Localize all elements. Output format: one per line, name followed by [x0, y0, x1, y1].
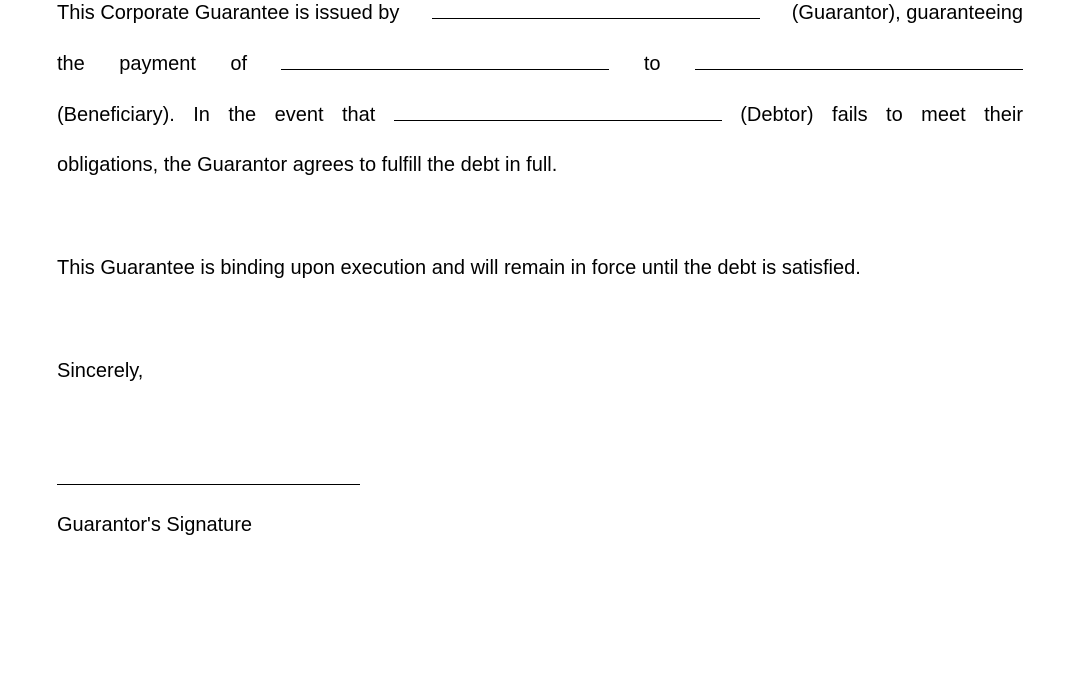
debtor-name-blank — [394, 102, 722, 121]
signature-line — [57, 484, 360, 485]
word-meet: meet — [921, 104, 966, 126]
word-that: that — [342, 104, 376, 126]
signature-label: Guarantor's Signature — [57, 514, 253, 536]
payment-amount-blank — [281, 51, 609, 70]
word-debtor: (Debtor) — [740, 104, 814, 126]
word-their: their — [984, 104, 1023, 126]
word-payment: payment — [119, 53, 196, 75]
guarantor-name-blank — [432, 0, 760, 19]
word-event: event — [274, 104, 324, 126]
closing-text: Sincerely, — [57, 360, 144, 382]
beneficiary-name-blank — [695, 51, 1023, 70]
paragraph-2: This Guarantee is binding upon execution and will remain in force until the debt is satisfied. — [57, 257, 861, 279]
paragraph-1-line-4: obligations, the Guarantor agrees to fulfill the debt in full. — [57, 154, 558, 176]
line-1-lead-text: This Corporate Guarantee is issued by — [57, 2, 400, 24]
word-the: the — [57, 53, 85, 75]
paragraph-1-line-2 — [57, 51, 1023, 75]
word-to-2: to — [886, 104, 903, 126]
paragraph-1-line-3 — [57, 102, 1023, 126]
word-of: of — [230, 53, 248, 75]
word-the-2: the — [228, 104, 257, 126]
paragraph-1-line-1 — [57, 0, 1023, 24]
word-to: to — [643, 53, 661, 75]
word-in: In — [193, 104, 210, 126]
line-1-trail-text: (Guarantor), guaranteeing — [791, 2, 1023, 24]
word-fails: fails — [832, 104, 868, 126]
word-beneficiary: (Beneficiary). — [57, 104, 175, 126]
